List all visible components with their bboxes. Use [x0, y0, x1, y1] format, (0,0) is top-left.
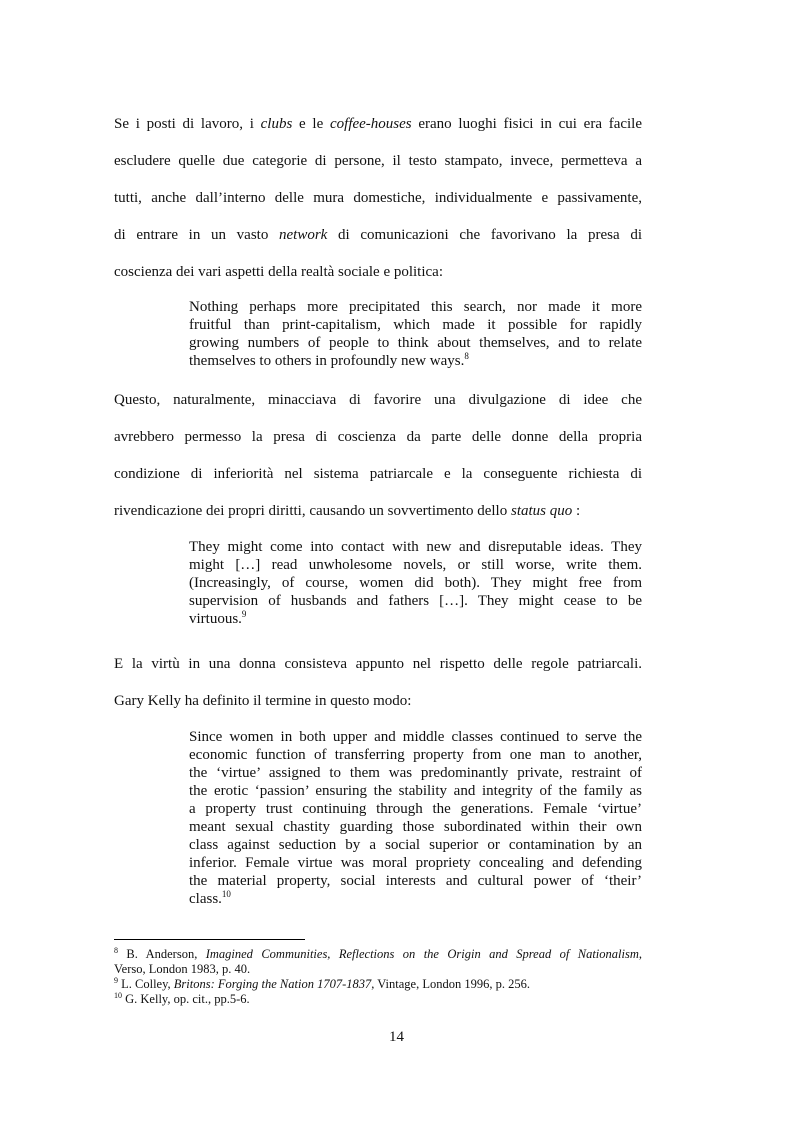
quote-line: class against seduction by a social superior or contamination by an — [189, 837, 642, 853]
footnote-ref: 9 — [241, 609, 247, 619]
paragraph-line: condizione di inferiorità nel sistema patriarcale e la conseguente richiesta di — [114, 466, 642, 482]
italic-term: network — [279, 227, 328, 243]
paragraph-line: Questo, naturalmente, minacciava di favorire una divulgazione di idee che — [114, 392, 642, 408]
block-quote-1 — [189, 298, 642, 370]
quote-line: the ‘virtue’ assigned to them was predominantly private, restraint of — [189, 765, 642, 781]
quote-line: might […] read unwholesome novels, or still worse, write them. — [189, 557, 642, 573]
quote-line: supervision of husbands and fathers […]. They might cease to be — [189, 593, 642, 609]
footnote-8: $^8$ B. Anderson, Imagined Communities, Reflections on the Origin and Spread of Nationalism, — [114, 946, 642, 961]
quote-line: growing numbers of people to think about themselves, and to relate — [189, 335, 642, 351]
footnote-9: $^9$ L. Colley, Britons: Forging the Nation 1707-1837, Vintage, London 1996, p. 256. — [114, 976, 530, 991]
quote-line: virtuous.$^9$ — [189, 609, 247, 627]
paragraph-2 — [114, 390, 642, 538]
footnote-separator — [114, 939, 305, 940]
italic-term: coffee-houses — [330, 116, 412, 132]
italic-term: status quo — [510, 503, 573, 519]
paragraph-line: escludere quelle due categorie di persone, il testo stampato, invece, permetteva a — [114, 153, 642, 169]
footnote-ref: 10 — [221, 889, 231, 899]
paragraph-line: Se i posti di lavoro, i clubs e le coffee-houses erano luoghi fisici in cui era facile — [114, 116, 643, 132]
block-quote-3 — [189, 728, 642, 908]
quote-line: themselves to others in profoundly new ways.$^8$ — [189, 351, 469, 369]
quote-line: class.$^{10}$ — [189, 889, 231, 907]
quote-line: fruitful than print-capitalism, which made it possible for rapidly — [189, 317, 642, 333]
quote-line: meant sexual chastity guarding those subordinated within their own — [189, 819, 642, 835]
quote-line: Nothing perhaps more precipitated this search, nor made it more — [189, 299, 642, 315]
page-number: 14 — [389, 1029, 404, 1045]
block-quote-2 — [189, 538, 642, 628]
quote-line: Since women in both upper and middle classes continued to serve the — [189, 729, 642, 745]
paragraph-line: rivendicazione dei propri diritti, causando un sovvertimento dello status quo : — [114, 503, 581, 519]
paragraph-line: avrebbero permesso la presa di coscienza da parte delle donne della propria — [114, 429, 642, 445]
footnote-8-continued: Verso, London 1983, p. 40. — [114, 962, 251, 976]
quote-line: economic function of transferring property from one man to another, — [189, 747, 642, 763]
footnote-10: $^{10}$ G. Kelly, op. cit., pp.5-6. — [114, 991, 250, 1006]
footnotes — [114, 947, 642, 1007]
paragraph-line: coscienza dei vari aspetti della realtà sociale e politica: — [114, 264, 444, 280]
paragraph-3 — [114, 654, 642, 728]
paragraph-line: E la virtù in una donna consisteva appunto nel rispetto delle regole patriarcali. — [114, 656, 642, 672]
paragraph-line: di entrare in un vasto network di comunicazioni che favorivano la presa di — [114, 227, 642, 243]
quote-line: a property trust continuing through the generations. Female ‘virtue’ — [189, 801, 642, 817]
paragraph-1 — [114, 114, 642, 299]
footnote-ref: 8 — [464, 351, 469, 361]
paragraph-line: Gary Kelly ha definito il termine in questo modo: — [114, 693, 412, 709]
quote-line: inferior. Female virtue was moral propriety concealing and defending — [189, 855, 642, 871]
quote-line: the material property, social interests and cultural power of ‘their’ — [189, 873, 642, 889]
quote-line: They might come into contact with new and disreputable ideas. They — [189, 539, 642, 555]
quote-line: the erotic ‘passion’ ensuring the stability and integrity of the family as — [189, 783, 642, 799]
quote-line: (Increasingly, of course, women did both). They might free from — [189, 575, 642, 591]
italic-term: clubs — [260, 116, 293, 132]
paragraph-line: tutti, anche dall’interno delle mura domestiche, individualmente e passivamente, — [114, 190, 642, 206]
